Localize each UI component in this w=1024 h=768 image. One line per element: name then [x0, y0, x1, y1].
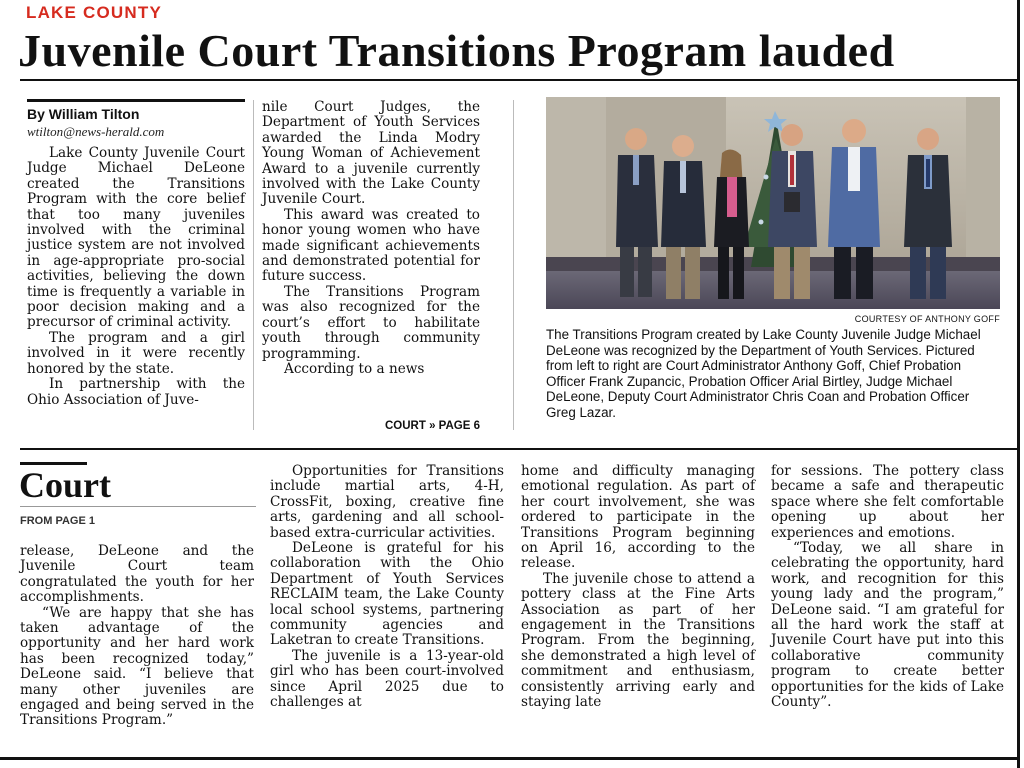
section-separator: [20, 448, 1018, 450]
jump-line[interactable]: COURT » PAGE 6: [385, 420, 480, 432]
headline-rule: [20, 79, 1018, 81]
paragraph: According to a news: [284, 360, 425, 377]
continuation-column-3: [521, 464, 755, 711]
byline-email[interactable]: wtilton@news-herald.com: [27, 124, 165, 139]
page-edge-right: [1017, 0, 1020, 768]
continuation-column-1: [20, 544, 254, 729]
paragraph: “Today, we all share in celebrating the opportunity, hard work, and recognition for this young lady and the program,” DeLeone said. “I am grateful for all the hard work the staff at Juvenile Court have put into this collaborative community program to create better opportunities for the kids of Lake County”.: [771, 540, 1004, 711]
paragraph: The juvenile is a 13-year-old girl who has been court-involved since April 2025 due to challenges at: [270, 647, 504, 711]
paragraph: “We are happy that she has taken advantage of the opportunity and her hard work has been recognized today,” DeLeone said. “I believe that many other juveniles are engaged and being served in the Transitions Program.”: [20, 604, 254, 729]
paragraph: release, DeLeone and the Juvenile Court team congratulated the youth for her accomplishments.: [20, 543, 254, 606]
paragraph: nile Court Judges, the Department of Youth Services awarded the Linda Modry Young Woman of Achievement Award to a juvenile currently involved with the Lake County Juvenile Court.: [262, 99, 480, 208]
headline: Juvenile Court Transitions Program lauded: [18, 25, 895, 76]
photo: [546, 97, 1000, 309]
paragraph: The program and a girl involved in it were recently honored by the state.: [27, 329, 245, 377]
paragraph: for sessions. The pottery class became a safe and therapeutic space where she felt comfortable opening up about her experiences and emotions.: [771, 463, 1004, 541]
paragraph: DeLeone is grateful for his collaboration with the Ohio Department of Youth Services RECLAIM team, the Lake County local school systems, partnering community agencies and Laketran to create Transitions.: [270, 540, 504, 649]
continuation-title: Court: [19, 465, 111, 505]
photo-caption: The Transitions Program created by Lake County Juvenile Judge Michael DeLeone was recognized by the Department of Youth Services. Pictured from left to right are Court Administrator Anthony Goff, Chief Probation Officer Frank Zupancic, Probation Officer Arial Birtley, Judge Michael DeLeone, Deputy Court Administrator Chris Coan and Probation Officer Greg Lazar.: [546, 327, 981, 420]
byline-rule: [27, 99, 245, 102]
paragraph: home and difficulty managing emotional regulation. As part of her court involvement, she was ordered to participate in the Transitions Program beginning on April 16, according to the release.: [521, 463, 755, 572]
paragraph: Lake County Juvenile Court Judge Michael DeLeone created the Transitions Program with the core belief that too many juveniles involved with the criminal justice system are not involved in age-appropriate pro-social activities, believing the down time is frequently a variable in poor decision making and a precursor of criminal activity.: [27, 145, 245, 331]
paragraph: This award was created to honor young women who have made significant achievements and demonstrated potential for future success.: [262, 206, 480, 285]
group-photo-image: [546, 97, 1000, 309]
continuation-column-2: [270, 464, 504, 711]
story-column-1: [27, 146, 245, 408]
from-page-label: FROM PAGE 1: [20, 515, 95, 527]
column-divider: [513, 100, 514, 430]
paragraph: Opportunities for Transitions include martial arts, 4-H, CrossFit, boxing, creative fine arts, gardening and all school-based extra-curricular activities.: [270, 463, 504, 541]
column-divider: [253, 100, 254, 430]
paragraph: The Transitions Program was also recognized for the court’s effort to habilitate youth through community programming.: [262, 283, 480, 362]
byline-author: By William Tilton: [27, 106, 140, 122]
continuation-rule: [20, 506, 256, 507]
paragraph: The juvenile chose to attend a pottery class at the Fine Arts Association as part of her engagement in the Transitions Program. From the beginning, she demonstrated a high level of commitment and enthusiasm, consistently arriving early and staying late: [521, 570, 755, 711]
page-edge-bottom: [0, 757, 1020, 760]
continuation-column-4: [771, 464, 1004, 711]
section-label: LAKE COUNTY: [26, 3, 162, 22]
paragraph: In partnership with the Ohio Association of Juve-: [27, 376, 245, 408]
story-column-2: [262, 100, 480, 377]
photo-credit: COURTESY OF ANTHONY GOFF: [854, 314, 1000, 324]
